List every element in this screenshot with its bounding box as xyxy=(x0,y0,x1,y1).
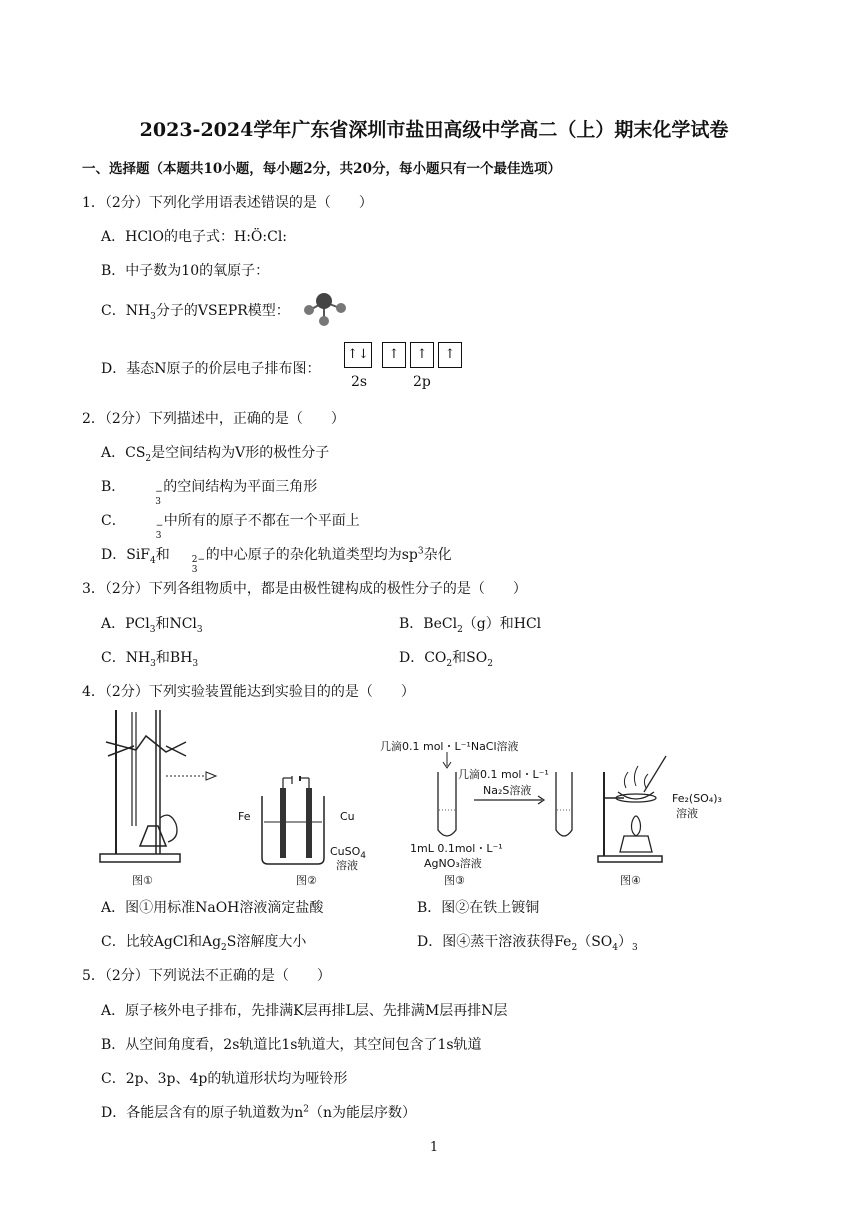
q2-d-sup2: 2− xyxy=(191,555,206,565)
q4-option-a: A．图①用标准NaOH溶液滴定盐酸 xyxy=(101,900,324,916)
q2-c-sub: 3 xyxy=(155,531,162,541)
figure-2-solution-label: 溶液 xyxy=(336,859,358,872)
q2-d-sub1: 4 xyxy=(150,555,156,566)
q2-d-mid: 和 xyxy=(155,547,170,563)
q4-d-pre: D．图④蒸干溶液获得Fe xyxy=(417,934,572,950)
q1-option-b: B．中子数为10的氧原子： xyxy=(101,263,270,279)
q1-c-pre: C．NH xyxy=(101,303,151,319)
figure-3-bottom-label-1: 1mL 0.1mol・L⁻¹ xyxy=(410,842,503,855)
q2-option-a xyxy=(101,444,329,462)
q3-a-pre: A．PCl xyxy=(101,616,150,632)
q4-c-pre: C．比较AgCl和Ag xyxy=(101,934,222,950)
figure-1-titration xyxy=(96,706,226,866)
q3-d-pre: D．CO xyxy=(399,650,447,666)
q3-option-b xyxy=(399,615,541,633)
figure-2-cuso4-sub: 4 xyxy=(360,851,367,862)
figure-1-caption: 图① xyxy=(132,874,153,887)
figure-4-caption: 图④ xyxy=(620,874,641,887)
q3-c-pre: C．NH xyxy=(101,650,151,666)
figure-4-label-1: Fe₂(SO₄)₃ xyxy=(672,792,722,805)
figure-3-top-label: 几滴0.1 mol・L⁻¹NaCl溶液 xyxy=(380,740,519,753)
q5-option-b: B．从空间角度看，2s轨道比1s轨道大，其空间包含了1s轨道 xyxy=(101,1037,482,1053)
q1-a-formula: H:Ö:Cl: xyxy=(234,229,288,245)
q3-b-pre: B．BeCl xyxy=(399,616,458,632)
q2-option-d xyxy=(101,546,452,575)
q2-d-text: 的中心原子的杂化轨道类型均为sp xyxy=(205,547,418,563)
q4-d-s1: 2 xyxy=(571,942,578,953)
q3-d-s2: 2 xyxy=(487,658,493,669)
q4-c-s1: 2 xyxy=(221,942,227,953)
q4-option-b: B．图②在铁上镀铜 xyxy=(417,900,540,916)
figure-3-caption: 图③ xyxy=(444,874,465,887)
q2-c-text: 中所有的原子不都在一个平面上 xyxy=(163,513,360,529)
q4-d-s3: 3 xyxy=(632,942,638,953)
q3-option-a xyxy=(101,615,203,633)
q2-c-label: C． xyxy=(101,513,126,529)
label-2p: 2p xyxy=(413,374,431,390)
q2-b-label: B． xyxy=(101,479,126,495)
q3-option-d xyxy=(399,649,493,667)
q3-a-s1: 3 xyxy=(149,624,156,635)
q2-d-sup3: 3 xyxy=(417,546,424,557)
q2-b-text: 的空间结构为平面三角形 xyxy=(163,479,318,495)
q1-stem: 1．（2分）下列化学用语表述错误的是（ ） xyxy=(82,195,373,211)
q1-option-a xyxy=(101,228,287,246)
q3-a-s2: 3 xyxy=(196,624,203,635)
q1-option-c xyxy=(101,302,290,320)
page-number: 1 xyxy=(429,1140,439,1155)
exam-title: 2023-2024学年广东省深圳市盐田高级中学高二（上）期末化学试卷 xyxy=(139,119,729,141)
q5-d-pre: D．各能层含有的原子轨道数为n xyxy=(101,1105,304,1121)
figure-2-cuso4-text: CuSO xyxy=(330,845,361,858)
orbital-box-2p-2: ↑ xyxy=(410,342,434,368)
q2-c-sup: − xyxy=(155,521,164,531)
q3-option-c xyxy=(101,649,198,667)
q4-option-c xyxy=(101,933,306,951)
figure-2-cu-label: Cu xyxy=(340,810,355,823)
q2-option-c xyxy=(101,512,360,541)
q5-option-a: A．原子核外电子排布，先排满K层再排L层、先排满M层再排N层 xyxy=(101,1003,508,1019)
q2-a-pre: A．CS xyxy=(101,445,146,461)
q4-d-s2: 4 xyxy=(612,942,619,953)
q3-b-post: （g）和HCl xyxy=(462,616,542,632)
orbital-box-2p-1: ↑ xyxy=(382,342,406,368)
figure-3-bottom-label-2: AgNO₃溶液 xyxy=(424,857,482,870)
q4-d-mid: （SO xyxy=(577,934,613,950)
figure-2-electroplating xyxy=(258,776,328,866)
figure-3-na2s-label: Na₂S溶液 xyxy=(483,784,532,797)
q1-c-sub: 3 xyxy=(150,311,156,322)
orbital-box-2s: ↑↓ xyxy=(344,342,372,368)
q2-a-sub: 2 xyxy=(145,453,152,464)
figure-2-caption: 图② xyxy=(296,874,317,887)
q1-option-d: D．基态N原子的价层电子排布图： xyxy=(101,361,321,377)
label-2s: 2s xyxy=(351,374,368,390)
q2-option-b xyxy=(101,478,318,507)
q3-c-s1: 3 xyxy=(150,658,156,669)
q5-option-c: C．2p、3p、4p的轨道形状均为哑铃形 xyxy=(101,1071,348,1087)
q3-c-s2: 3 xyxy=(192,658,199,669)
q3-c-mid: 和BH xyxy=(155,650,193,666)
q3-d-s1: 2 xyxy=(446,658,453,669)
q1-c-post: 分子的VSEPR模型： xyxy=(155,303,290,319)
q4-stem: 4．（2分）下列实验装置能达到实验目的的是（ ） xyxy=(82,684,415,700)
q2-d-end: 杂化 xyxy=(423,547,452,563)
figure-4-evaporation xyxy=(596,752,676,864)
q2-b-sup: − xyxy=(155,487,163,497)
q5-d-post: （n为能层序数） xyxy=(308,1105,417,1121)
figure-3-test-tubes xyxy=(430,752,580,842)
q5-stem: 5．（2分）下列说法不正确的是（ ） xyxy=(82,968,331,984)
figure-4-label-2: 溶液 xyxy=(676,807,698,820)
q2-a-post: 是空间结构为V形的极性分子 xyxy=(151,445,330,461)
q3-d-mid: 和SO xyxy=(452,650,488,666)
q1-a-text: A．HClO的电子式： xyxy=(101,229,234,245)
q5-d-sup: 2 xyxy=(303,1104,309,1115)
q3-a-mid: 和NCl xyxy=(155,616,197,632)
q2-d-pre: D．SiF xyxy=(101,547,151,563)
vsepr-model-figure xyxy=(300,292,352,328)
q4-d-end: ） xyxy=(618,934,633,950)
figure-3-mid-label: 几滴0.1 mol・L⁻¹ xyxy=(458,768,549,781)
section-heading: 一、选择题（本题共10小题，每小题2分，共20分，每小题只有一个最佳选项） xyxy=(82,161,561,177)
q5-option-d xyxy=(101,1104,416,1122)
q4-c-post: S溶解度大小 xyxy=(226,934,307,950)
q4-option-d xyxy=(417,933,638,951)
q3-stem: 3．（2分）下列各组物质中，都是由极性键构成的极性分子的是（ ） xyxy=(82,581,527,597)
orbital-box-2p-3: ↑ xyxy=(438,342,462,368)
q2-b-sub: 3 xyxy=(155,497,162,507)
figure-2-fe-label: Fe xyxy=(238,810,251,823)
q2-d-sub2: 3 xyxy=(191,565,198,575)
q3-b-s1: 2 xyxy=(457,624,463,635)
q2-stem: 2．（2分）下列描述中，正确的是（ ） xyxy=(82,411,345,427)
